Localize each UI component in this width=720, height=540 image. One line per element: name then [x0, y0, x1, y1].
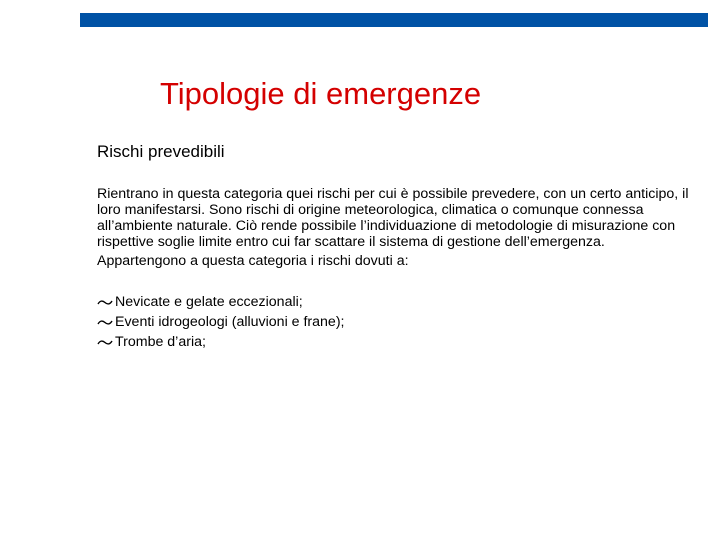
- list-item: [97, 332, 345, 352]
- list-item-text: Trombe d’aria;: [115, 334, 206, 350]
- top-accent-bar: [80, 13, 708, 27]
- slide-subtitle: Rischi prevedibili: [97, 142, 225, 161]
- description-paragraph: Rientrano in questa categoria quei rischi per cui è possibile prevedere, con un certo anticipo, il loro manifestarsi. Sono rischi di origine meteorologica, climatica o comunque connessa all’ambiente naturale. Ciò rende possibile l’individuazione di metodologie di misurazione con rispettive soglie limite entro cui far scattare il sistema di gestione dell’emergenza.: [97, 186, 689, 250]
- list-item-text: Nevicate e gelate eccezionali;: [115, 294, 303, 310]
- list-item: [97, 292, 345, 312]
- wave-bullet-icon: [97, 298, 115, 307]
- body-text: [97, 186, 697, 269]
- list-item-text: Eventi idrogeologi (alluvioni e frane);: [115, 314, 345, 330]
- wave-bullet-icon: [97, 318, 115, 327]
- list-item: [97, 312, 345, 332]
- list-intro: Appartengono a questa categoria i rischi dovuti a:: [97, 253, 409, 269]
- wave-bullet-icon: [97, 338, 115, 347]
- risk-list: [97, 292, 345, 352]
- slide-title: Tipologie di emergenze: [160, 76, 482, 111]
